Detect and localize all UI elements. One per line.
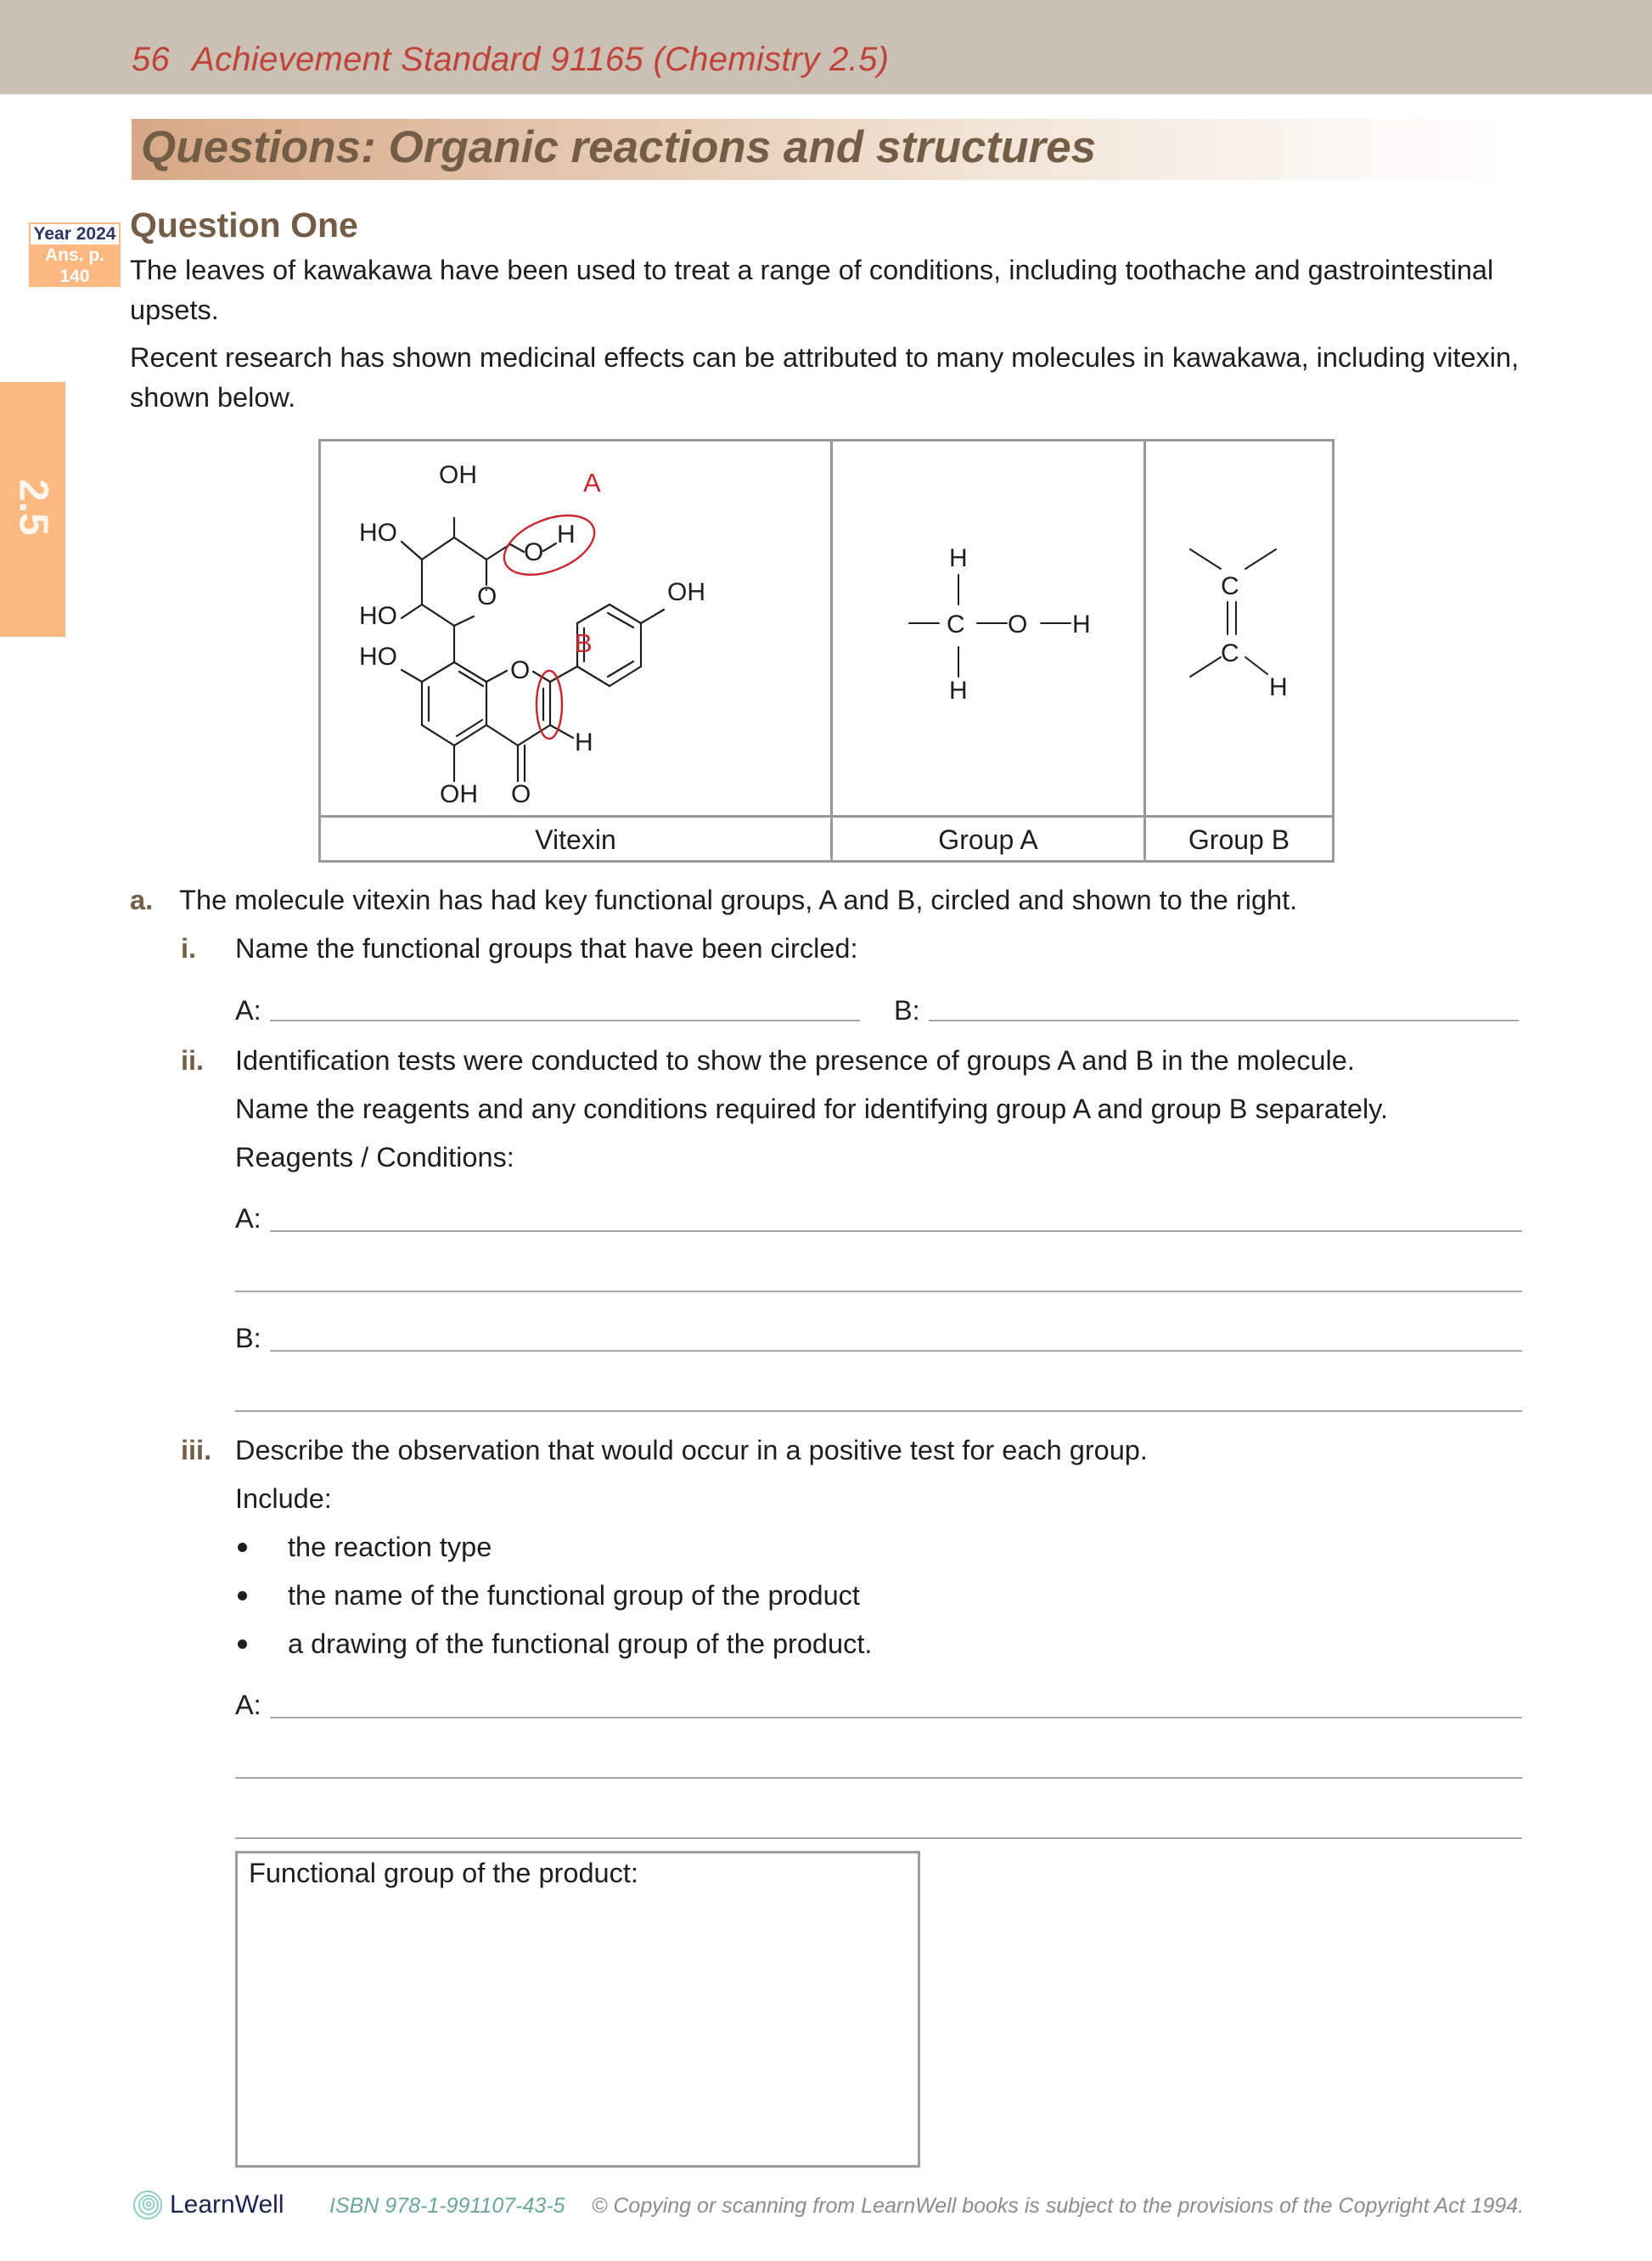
bullet-item: a drawing of the functional group of the product. [235,1628,247,1660]
atom-label: H [949,544,968,572]
atom-label: OH [440,780,478,808]
answer-label-a: A: [235,1203,261,1234]
atom-label: C [1221,572,1239,600]
answer-line[interactable] [235,1291,1522,1292]
subpart-numeral: i. [181,933,197,964]
answer-line[interactable] [235,1777,1522,1779]
atom-label: HO [359,602,397,630]
atom-label: C [947,610,965,638]
subpart-numeral: ii. [181,1045,205,1076]
subpart-ii-prompt [181,1045,1355,1077]
question-title: Question One [130,205,358,245]
subpart-ii-text-2: Name the reagents and any conditions required for identifying group A and group B separately. [235,1094,1389,1124]
footer-brand: LearnWell [170,2191,284,2219]
atom-label: OH [439,461,477,489]
answer-line[interactable] [235,1837,1522,1839]
subpart-ii-text: Identification tests were conducted to show the presence of groups A and B in the molecule. [235,1045,1355,1076]
vitexin-structure-diagram [318,439,830,815]
answer-label-a: A: [235,995,261,1026]
atom-label: H [1072,610,1091,638]
atom-label: H [575,728,593,756]
part-letter: a. [130,885,154,915]
footer-isbn: ISBN 978-1-991107-43-5 [329,2194,565,2218]
answer-label-a: A: [235,1690,261,1720]
answer-label-b: B: [235,1323,261,1353]
atom-label: O [477,582,497,610]
atom-label: O [524,538,544,566]
intro-paragraph-1: The leaves of kawakawa have been used to treat a range of conditions, including toothache and gastrointestinal upsets. [130,255,1494,325]
learnwell-logo-icon [132,2189,164,2221]
chapter-side-tab-label: 2.5 [10,479,56,536]
label-b: B [575,628,593,658]
subpart-i-text: Name the functional groups that have been circled: [235,933,858,964]
include-label: Include: [235,1483,332,1514]
part-a-text: The molecule vitexin has had key functional groups, A and B, circled and shown to the right. [179,885,1298,915]
atom-label: H [949,677,968,705]
atom-label: OH [667,578,705,606]
bullet-icon [238,1591,247,1600]
bullet-item: the name of the functional group of the product [235,1580,247,1611]
group-a-structure-diagram [833,439,1143,815]
running-header [132,41,889,79]
badge-answer-page[interactable]: Ans. p. 140 [29,245,121,287]
subpart-i-prompt [181,933,858,965]
subpart-iii-prompt [181,1435,1148,1466]
functional-group-drawing-box[interactable] [235,1851,920,2168]
label-a: A [583,468,601,498]
answer-line-b[interactable] [929,1020,1519,1021]
year-badge [29,222,121,287]
section-title: Questions: Organic reactions and structures [141,122,1097,172]
atom-label: C [1221,639,1239,667]
atom-label: O [511,780,531,808]
caption-group-b: Group B [1188,824,1290,855]
answer-label-b: B: [894,995,920,1026]
drawing-box-label: Functional group of the product: [249,1858,638,1888]
answer-line-a[interactable] [270,1020,860,1021]
reagents-subheading: Reagents / Conditions: [235,1142,514,1173]
caption-vitexin: Vitexin [535,824,616,855]
running-title: Achievement Standard 91165 (Chemistry 2.5) [192,41,890,78]
group-b-structure-diagram [1146,439,1332,815]
badge-year: Year 2024 [29,222,121,245]
atom-label: HO [359,643,397,671]
atom-label: O [1008,610,1028,638]
intro-paragraph-2: Recent research has shown medicinal effects can be attributed to many molecules in kawakawa, including vitexin, shown below. [130,342,1520,413]
caption-group-a: Group A [938,824,1038,855]
atom-label: O [510,656,531,684]
part-a-prompt [130,885,1297,916]
bullet-icon [238,1543,247,1552]
answer-line-a[interactable] [270,1230,1522,1232]
atom-label: H [557,520,576,548]
bullet-icon [238,1640,247,1649]
answer-line[interactable] [235,1410,1522,1412]
atom-label: HO [359,519,397,547]
answer-line-b[interactable] [270,1350,1522,1352]
answer-line-a[interactable] [270,1717,1522,1718]
atom-label: H [1269,673,1288,701]
footer-copyright: © Copying or scanning from LearnWell books is subject to the provisions of the Copyright Act 1994. [592,2194,1525,2218]
subpart-numeral: iii. [181,1435,212,1465]
page-number: 56 [132,41,171,78]
bullet-item: the reaction type [235,1532,247,1563]
subpart-iii-text: Describe the observation that would occur in a positive test for each group. [235,1435,1148,1465]
